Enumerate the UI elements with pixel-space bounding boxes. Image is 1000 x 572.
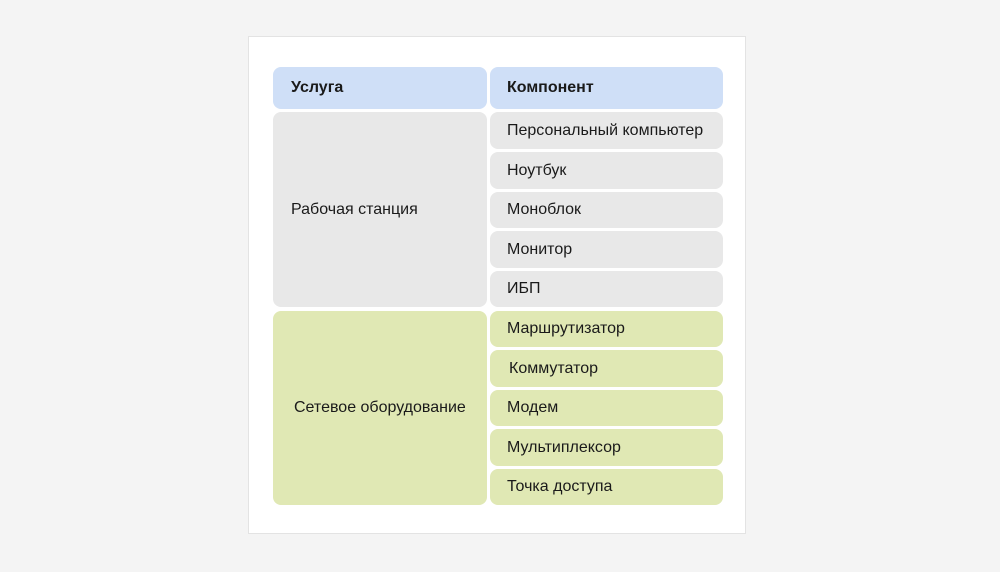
table-card <box>248 36 746 534</box>
component-item: Модем <box>490 390 723 426</box>
component-item: Персональный компьютер <box>490 112 723 149</box>
service-network-equipment: Сетевое оборудование <box>273 311 487 505</box>
component-item: Монитор <box>490 231 723 268</box>
header-service: Услуга <box>273 67 487 109</box>
header-component: Компонент <box>490 67 723 109</box>
component-item: Мультиплексор <box>490 429 723 466</box>
component-item: ИБП <box>490 271 723 307</box>
component-item: Точка доступа <box>490 469 723 505</box>
component-item: Маршрутизатор <box>490 311 723 347</box>
service-workstation: Рабочая станция <box>273 112 487 307</box>
component-item: Моноблок <box>490 192 723 228</box>
component-item: Коммутатор <box>490 350 723 387</box>
component-item: Ноутбук <box>490 152 723 189</box>
